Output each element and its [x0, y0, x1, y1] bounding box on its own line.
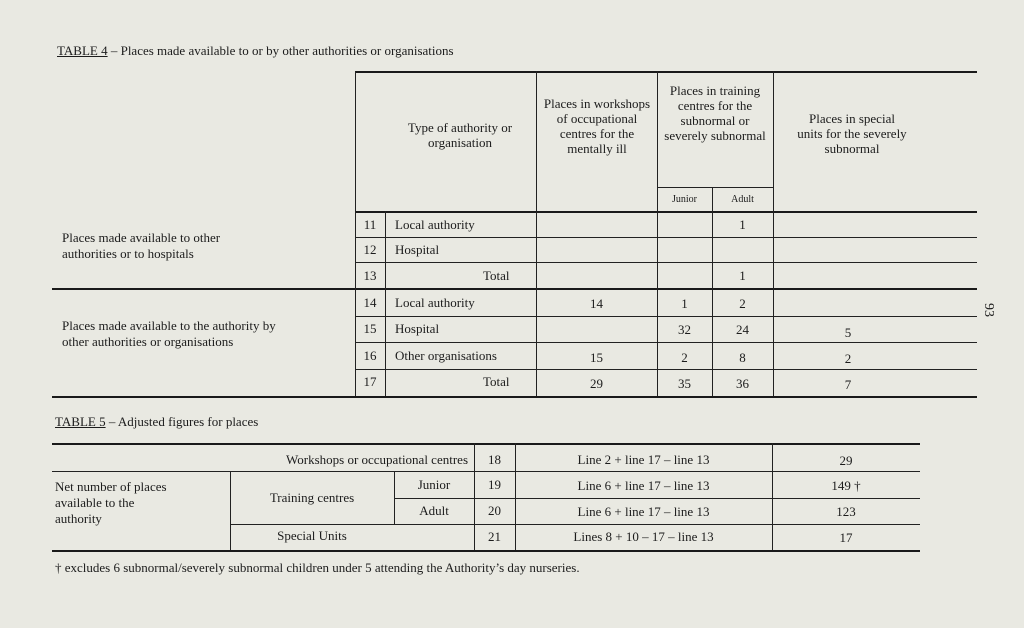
cell-adult: 8: [739, 350, 746, 365]
row-number: 11: [363, 217, 377, 232]
row-value: 123: [836, 504, 856, 519]
row-formula: Line 6 + line 17 – line 13: [577, 478, 710, 493]
row-type-total: Total: [483, 374, 510, 389]
table5-title: [55, 414, 258, 430]
table4-title: [57, 43, 454, 59]
group2-label: Places made available to the authority by other authorities or organisations: [62, 318, 276, 349]
row-number: 15: [363, 321, 377, 336]
row-label: Junior: [417, 477, 451, 492]
cell-adult: 24: [736, 322, 749, 337]
table4-caption: – Places made available to or by other authorities or organisations: [110, 43, 454, 58]
group1-label: Places made available to other authorities or to hospitals: [62, 230, 221, 261]
cell-workshops: 15: [590, 350, 603, 365]
row-number: 18: [488, 452, 501, 467]
row-value: 149 †: [831, 478, 861, 493]
row-label: Workshops or occupational centres: [286, 452, 468, 467]
row-type-total: Total: [483, 268, 510, 283]
row-value: 17: [839, 530, 853, 545]
row-type: Local authority: [395, 295, 475, 310]
row-formula: Line 2 + line 17 – line 13: [577, 452, 710, 467]
row-number: 13: [363, 268, 377, 283]
row-number: 12: [363, 242, 377, 257]
header-type: Type of authority or organisation: [407, 120, 513, 150]
row-type: Hospital: [395, 242, 440, 257]
cell-special: 5: [844, 325, 852, 340]
row-value: 29: [839, 453, 853, 468]
row-type: Hospital: [395, 321, 440, 336]
page-number: 93: [981, 303, 996, 317]
header-special: Places in special units for the severely subnormal: [797, 111, 907, 156]
row-number: 14: [363, 295, 377, 310]
cell-special: 2: [844, 351, 852, 366]
row-number: 20: [488, 503, 501, 518]
cell-adult: 36: [736, 376, 749, 391]
table4-label: TABLE 4: [57, 43, 108, 58]
row-formula: Line 6 + line 17 – line 13: [577, 504, 710, 519]
row-number: 17: [363, 374, 377, 389]
table5-caption: – Adjusted figures for places: [108, 414, 259, 429]
row-number: 21: [488, 529, 501, 544]
cell-junior: 2: [681, 350, 688, 365]
cell-adult: 2: [739, 296, 746, 311]
row-formula: Lines 8 + 10 – 17 – line 13: [573, 529, 714, 544]
header-training: Places in training centres for the subnormal or severely subnormal: [664, 83, 766, 143]
cell-adult: 1: [739, 217, 746, 232]
footnote: † excludes 6 subnormal/severely subnormal children under 5 attending the Authority’s day nurseries.: [55, 560, 580, 575]
row-label: Adult: [419, 503, 449, 518]
cell-special: 7: [844, 377, 852, 392]
cell-adult: 1: [739, 268, 746, 283]
row-label: Special Units: [277, 528, 347, 543]
header-workshops: Places in workshops of occupational centres for the mentally ill: [543, 96, 651, 156]
cell-junior: 35: [678, 376, 691, 391]
cell-junior: 32: [678, 322, 691, 337]
header-adult: Adult: [731, 194, 754, 205]
row-number: 16: [363, 348, 377, 363]
row-number: 19: [488, 477, 501, 492]
cell-junior: 1: [681, 296, 688, 311]
cell-workshops: 14: [590, 296, 603, 311]
table5-label: TABLE 5: [55, 414, 106, 429]
row-type: Other organisations: [395, 348, 497, 363]
net-places-label: Net number of places available to the authority: [55, 479, 167, 526]
cell-workshops: 29: [590, 376, 603, 391]
training-centres-label: Training centres: [269, 490, 355, 505]
header-junior: Junior: [672, 194, 697, 205]
row-type: Local authority: [395, 217, 475, 232]
